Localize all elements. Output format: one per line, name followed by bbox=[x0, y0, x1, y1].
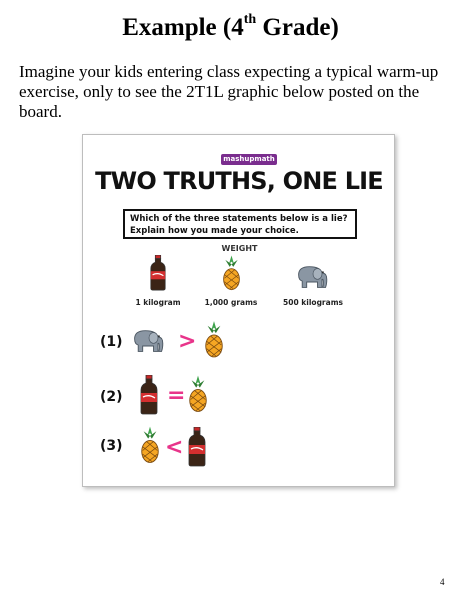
question-line-2: Explain how you made your choice. bbox=[130, 226, 299, 236]
soda-bottle-icon bbox=[149, 255, 167, 291]
weight-heading: WEIGHT bbox=[221, 244, 258, 253]
elephant-icon bbox=[131, 328, 167, 355]
pineapple-icon bbox=[139, 426, 161, 464]
pineapple-icon bbox=[187, 375, 209, 413]
pineapple-icon bbox=[203, 321, 225, 358]
pineapple-icon bbox=[221, 255, 242, 291]
greater-than-icon: > bbox=[178, 329, 197, 354]
soda-bottle-icon bbox=[139, 375, 159, 415]
brand-logo: mashupmath bbox=[221, 154, 277, 165]
statement-2-number: (2) bbox=[100, 389, 123, 405]
slide-title: Example (4th Grade) bbox=[122, 11, 339, 41]
ref-label-bottle: 1 kilogram bbox=[135, 298, 181, 307]
statement-3-number: (3) bbox=[100, 438, 123, 454]
ref-label-elephant: 500 kilograms bbox=[283, 298, 343, 307]
soda-bottle-icon bbox=[187, 427, 207, 467]
statement-1-number: (1) bbox=[100, 334, 123, 350]
intro-paragraph: Imagine your kids entering class expecting a typical warm-up exercise, only to see the 2T1L graphic below posted on the board. bbox=[19, 62, 439, 121]
ref-label-pineapple: 1,000 grams bbox=[204, 298, 258, 307]
elephant-icon bbox=[295, 264, 331, 291]
question-line-1: Which of the three statements below is a lie? bbox=[130, 214, 348, 224]
page-number: 4 bbox=[440, 577, 445, 587]
question-box bbox=[123, 209, 357, 239]
less-than-icon: < bbox=[165, 435, 184, 460]
two-truths-graphic bbox=[82, 134, 395, 487]
equals-icon: = bbox=[167, 383, 186, 408]
graphic-title: TWO TRUTHS, ONE LIE bbox=[95, 167, 383, 195]
